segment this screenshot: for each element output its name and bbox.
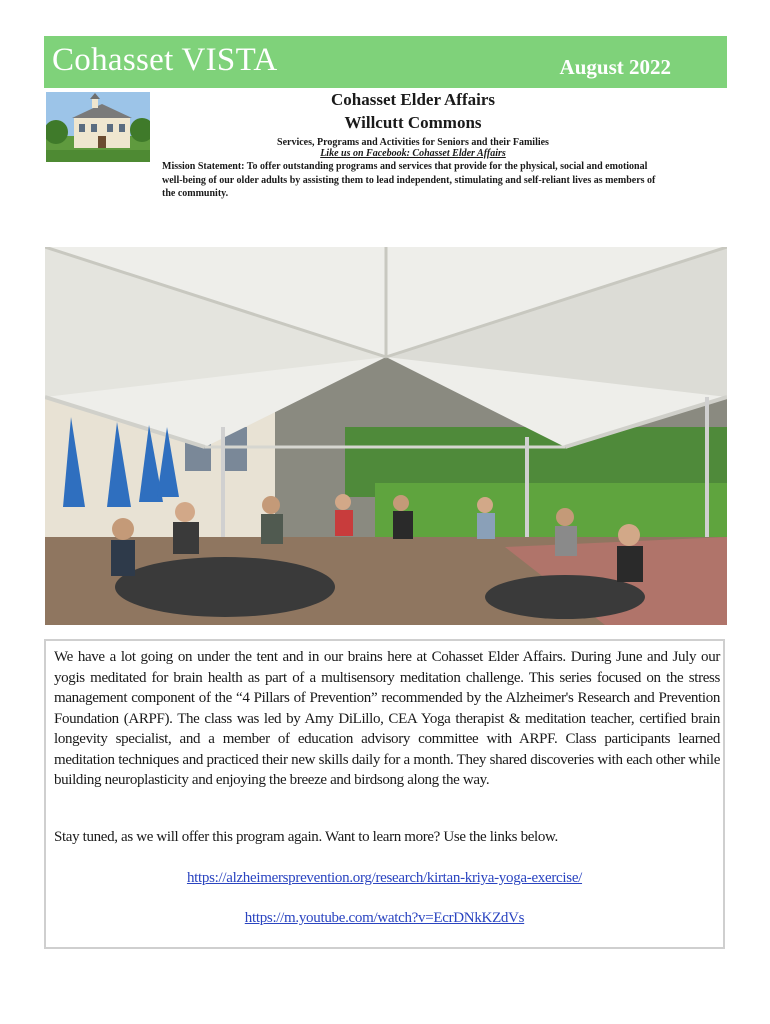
mission-statement: Mission Statement: To offer outstanding programs and services that provide for the physical, social and emotional well-being of our older adults by assisting them to lead independent, stimulating and self-reliant lives as members of the community. xyxy=(162,161,656,199)
arpf-link[interactable]: https://alzheimersprevention.org/research/kirtan-kriya-yoga-exercise/ xyxy=(186,870,583,886)
newsletter-title: Cohasset VISTA xyxy=(52,42,278,78)
header-banner xyxy=(44,36,727,88)
issue-date: August 2022 xyxy=(559,55,671,79)
tent-meditation-illustration xyxy=(45,247,727,625)
org-location: Willcutt Commons xyxy=(344,113,482,132)
youtube-link[interactable]: https://m.youtube.com/watch?v=EcrDNkKZdVs xyxy=(244,910,525,926)
tent-photo xyxy=(45,247,727,625)
article-body: We have a lot going on under the tent and in our brains here at Cohasset Elder Affairs. During June and July our yogis meditated for brain health as part of a multisensory meditation challenge. This series focused on the stress management component of the “4 Pillars of Prevention” recommended by the Alzheimer's Research and Prevention Foundation (ARPF). The class was led by Amy DiLillo, CEA Yoga therapist & meditation teacher, certified brain longevity specialist, and a member of education advisory committee with ARPF. Class participants learned meditation techniques and practiced their new skills daily for a month. They shared discoveries with each other while building neuroplasticity and enjoying the breeze and birdsong along the way. xyxy=(54,649,720,788)
facebook-line: Like us on Facebook: Cohasset Elder Affairs xyxy=(320,148,506,159)
stay-tuned-text: Stay tuned, as we will offer this program again. Want to learn more? Use the links below. xyxy=(54,829,558,845)
services-line: Services, Programs and Activities for Seniors and their Families xyxy=(277,137,549,148)
article-box xyxy=(44,639,725,949)
org-name: Cohasset Elder Affairs xyxy=(330,90,495,109)
